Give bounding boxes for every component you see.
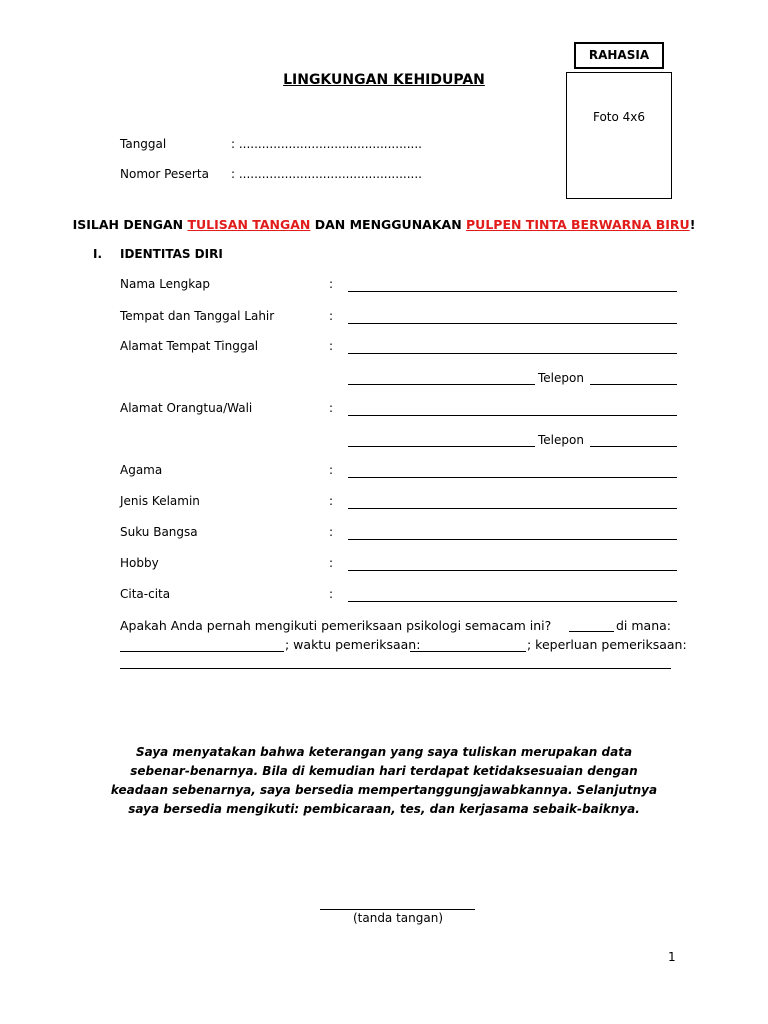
- section-number: I.: [93, 247, 103, 261]
- waktu-input-line[interactable]: [410, 651, 526, 652]
- field-colon: :: [329, 463, 334, 477]
- tanggal-label: Tanggal: [120, 137, 167, 151]
- dimana-input-line[interactable]: [120, 651, 284, 652]
- question-purpose: ; keperluan pemeriksaan:: [527, 637, 687, 652]
- field-label-agama: Agama: [120, 463, 163, 477]
- field-colon: :: [329, 277, 334, 291]
- question-where: di mana:: [616, 618, 672, 633]
- nomor-peserta-label: Nomor Peserta: [120, 167, 209, 181]
- signature-caption: (tanda tangan): [352, 911, 444, 925]
- photo-label: Foto 4x6: [592, 110, 646, 124]
- field-label-alamat: Alamat Tempat Tinggal: [120, 339, 259, 353]
- alamat-ortu-input-line[interactable]: [348, 415, 677, 416]
- telepon-label: Telepon: [538, 371, 584, 385]
- field-label-suku: Suku Bangsa: [120, 525, 198, 539]
- ttl-input-line[interactable]: [348, 323, 677, 324]
- instruction: ISILAH DENGAN TULISAN TANGAN DAN MENGGUNAKAN PULPEN TINTA BERWARNA BIRU!: [72, 217, 696, 232]
- question-when: ; waktu pemeriksaan:: [285, 637, 421, 652]
- pernah-input-line[interactable]: [569, 631, 614, 632]
- field-colon: :: [329, 494, 334, 508]
- keperluan-input-line[interactable]: [120, 668, 671, 669]
- field-colon: :: [329, 525, 334, 539]
- question-text: Apakah Anda pernah mengikuti pemeriksaan psikologi semacam ini?: [120, 618, 552, 633]
- confidential-badge: RAHASIA: [574, 42, 664, 69]
- page-number: 1: [668, 950, 676, 964]
- agama-input-line[interactable]: [348, 477, 677, 478]
- field-label-jenis-kelamin: Jenis Kelamin: [120, 494, 200, 508]
- alamat-ortu-input-line-2[interactable]: [348, 446, 535, 447]
- field-label-nama: Nama Lengkap: [120, 277, 210, 291]
- alamat-input-line[interactable]: [348, 353, 677, 354]
- nama-input-line[interactable]: [348, 291, 677, 292]
- suku-input-line[interactable]: [348, 539, 677, 540]
- field-label-cita-cita: Cita-cita: [120, 587, 171, 601]
- tanggal-field[interactable]: : ................................................: [231, 137, 422, 151]
- cita-cita-input-line[interactable]: [348, 601, 677, 602]
- field-colon: :: [329, 401, 334, 415]
- field-label-ttl: Tempat dan Tanggal Lahir: [120, 309, 275, 323]
- hobby-input-line[interactable]: [348, 570, 677, 571]
- field-label-alamat-ortu: Alamat Orangtua/Wali: [120, 401, 253, 415]
- jenis-kelamin-input-line[interactable]: [348, 508, 677, 509]
- photo-box: [566, 72, 672, 199]
- field-colon: :: [329, 587, 334, 601]
- declaration-statement: Saya menyatakan bahwa keterangan yang saya tuliskan merupakan data sebenar-benarnya. Bila di kemudian hari terdapat ketidaksesuaian dengan keadaan sebenarnya, saya bersedia mempertanggungjawabkannya. Selanjutnya saya bersedia mengikuti: pembicaraan, tes, dan kerjasama sebaik-baiknya.: [110, 745, 658, 816]
- telepon-input-line[interactable]: [590, 384, 677, 385]
- page-title: LINGKUNGAN KEHIDUPAN: [283, 72, 485, 88]
- field-label-hobby: Hobby: [120, 556, 159, 570]
- alamat-input-line-2[interactable]: [348, 384, 535, 385]
- signature-line[interactable]: [320, 909, 475, 910]
- field-colon: :: [329, 339, 334, 353]
- field-colon: :: [329, 556, 334, 570]
- nomor-peserta-field[interactable]: : ................................................: [231, 167, 422, 181]
- telepon-ortu-input-line[interactable]: [590, 446, 677, 447]
- section-title: IDENTITAS DIRI: [120, 247, 223, 261]
- telepon-label: Telepon: [538, 433, 584, 447]
- field-colon: :: [329, 309, 334, 323]
